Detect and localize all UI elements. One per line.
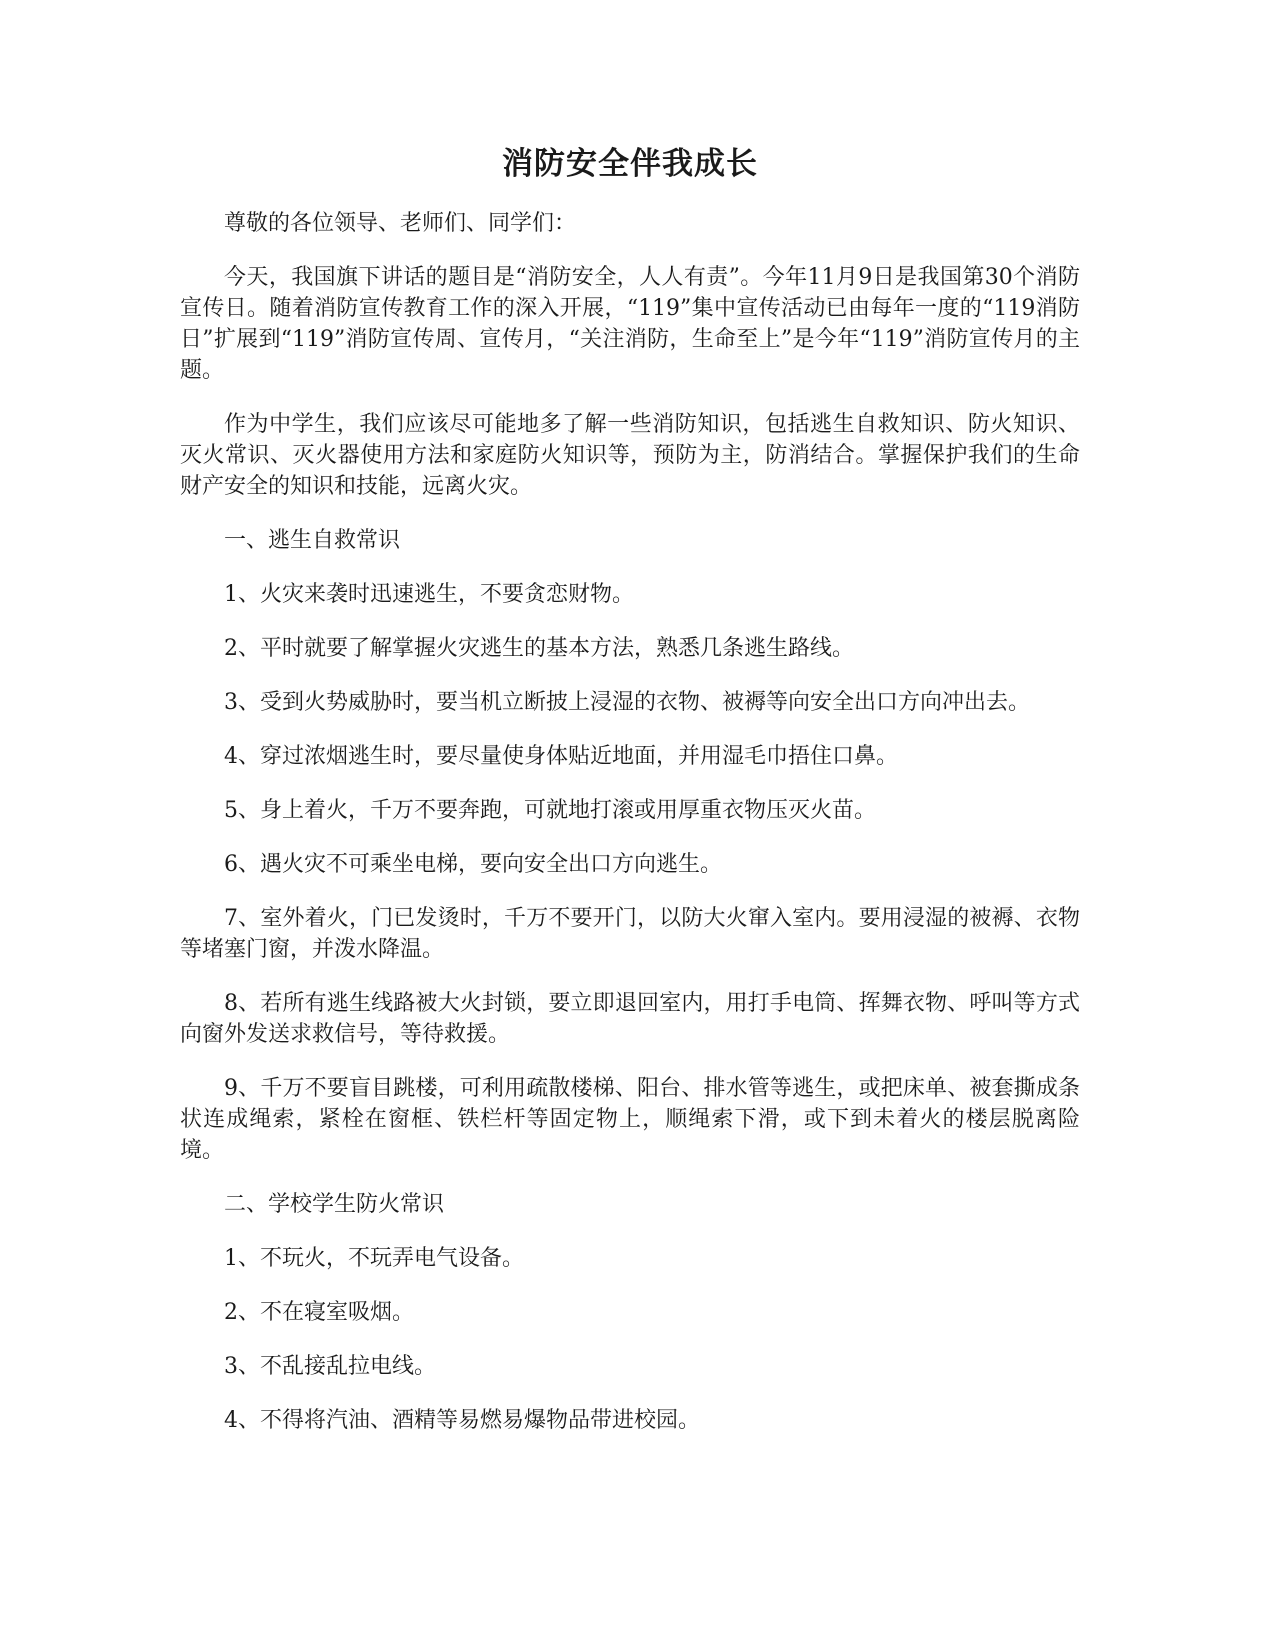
list-item: 2、平时就要了解掌握火灾逃生的基本方法，熟悉几条逃生路线。: [224, 636, 854, 661]
list-item: 4、不得将汽油、酒精等易燃易爆物品带进校园。: [224, 1408, 700, 1433]
list-item: 8、若所有逃生线路被大火封锁，要立即退回室内，用打手电筒、挥舞衣物、呼叫等方式向窗外发送求救信号，等待救援。: [180, 991, 1080, 1047]
document-page: [180, 142, 1080, 1459]
list-item: 1、不玩火，不玩弄电气设备。: [224, 1246, 524, 1271]
section-heading-escape: 一、逃生自救常识: [224, 528, 401, 553]
list-item: 3、不乱接乱拉电线。: [224, 1354, 436, 1379]
paragraph-intro: 今天，我国旗下讲话的题目是“消防安全，人人有责”。今年11月9日是我国第30个消防宣传日。随着消防宣传教育工作的深入开展，“119”集中宣传活动已由每年一度的“119消防日”扩展到“119”消防宣传周、宣传月，“关注消防，生命至上”是今年“119”消防宣传月的主题。: [180, 265, 1080, 383]
paragraph-purpose: 作为中学生，我们应该尽可能地多了解一些消防知识，包括逃生自救知识、防火知识、灭火常识、灭火器使用方法和家庭防火知识等，预防为主，防消结合。掌握保护我们的生命财产安全的知识和技能，远离火灾。: [180, 412, 1080, 499]
list-item: 3、受到火势威胁时，要当机立断披上浸湿的衣物、被褥等向安全出口方向冲出去。: [224, 690, 1030, 715]
list-item: 1、火灾来袭时迅速逃生，不要贪恋财物。: [224, 582, 634, 607]
list-item: 7、室外着火，门已发烫时，千万不要开门，以防大火窜入室内。要用浸湿的被褥、衣物等堵塞门窗，并泼水降温。: [180, 906, 1080, 962]
list-item: 2、不在寝室吸烟。: [224, 1300, 414, 1325]
list-item: 4、穿过浓烟逃生时，要尽量使身体贴近地面，并用湿毛巾捂住口鼻。: [224, 744, 898, 769]
document-title: 消防安全伴我成长: [502, 146, 758, 182]
list-item: 9、千万不要盲目跳楼，可利用疏散楼梯、阳台、排水管等逃生，或把床单、被套撕成条状连成绳索，紧栓在窗框、铁栏杆等固定物上，顺绳索下滑，或下到未着火的楼层脱离险境。: [180, 1076, 1080, 1163]
salutation: 尊敬的各位领导、老师们、同学们：: [224, 211, 577, 236]
list-item: 5、身上着火，千万不要奔跑，可就地打滚或用厚重衣物压灭火苗。: [224, 798, 876, 823]
section-heading-prevention: 二、学校学生防火常识: [224, 1192, 445, 1217]
list-item: 6、遇火灾不可乘坐电梯，要向安全出口方向逃生。: [224, 852, 722, 877]
